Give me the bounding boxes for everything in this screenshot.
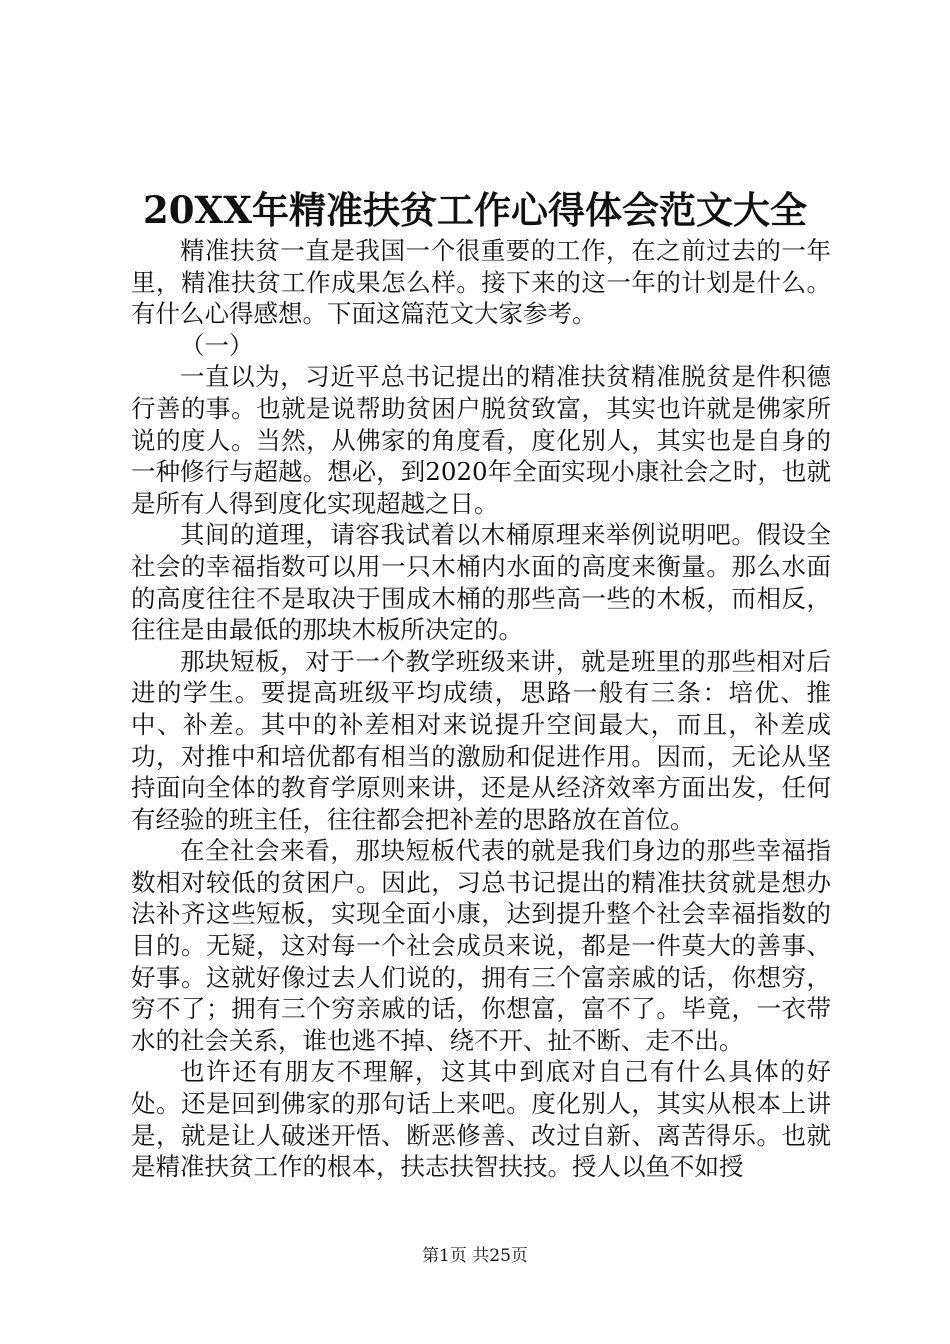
body-paragraph: 其间的道理，请容我试着以木桶原理来举例说明吧。假设全社会的幸福指数可以用一只木桶内水面的高度来衡量。那么水面的高度往往不是取决于围成木桶的那些高一些的木板，而相反，往往是由最低的那块木板所决定的。 xyxy=(131,520,831,645)
body-paragraph: 也许还有朋友不理解，这其中到底对自己有什么具体的好处。还是回到佛家的那句话上来吧。度化别人，其实从根本上讲是，就是让人破迷开悟、断恶修善、改过自新、离苦得乐。也就是精准扶贫工作的根本，扶志扶智扶技。授人以鱼不如授 xyxy=(131,1057,831,1182)
body-paragraph: 那块短板，对于一个教学班级来讲，就是班里的那些相对后进的学生。要提高班级平均成绩，思路一般有三条：培优、推中、补差。其中的补差相对来说提升空间最大，而且，补差成功，对推中和培优都有相当的激励和促进作用。因而，无论从坚持面向全体的教育学原则来讲，还是从经济效率方面出发，任何有经验的班主任，往往都会把补差的思路放在首位。 xyxy=(131,646,831,834)
body-paragraph: 一直以为，习近平总书记提出的精准扶贫精准脱贫是件积德行善的事。也就是说帮助贫困户脱贫致富，其实也许就是佛家所说的度人。当然，从佛家的角度看，度化别人，其实也是自身的一种修行与超越。想必，到2020年全面实现小康社会之时，也就是所有人得到度化实现超越之日。 xyxy=(131,362,831,518)
document-body xyxy=(131,235,831,1183)
intro-paragraph: 精准扶贫一直是我国一个很重要的工作，在之前过去的一年里，精准扶贫工作成果怎么样。接下来的这一年的计划是什么。有什么心得感想。下面这篇范文大家参考。 xyxy=(131,236,831,329)
section-heading: （一） xyxy=(180,330,254,360)
document-title: 20XX年精准扶贫工作心得体会范文大全 xyxy=(143,188,807,232)
body-paragraph: 在全社会来看，那块短板代表的就是我们身边的那些幸福指数相对较低的贫困户。因此，习总书记提出的精准扶贫就是想办法补齐这些短板，实现全面小康，达到提升整个社会幸福指数的目的。无疑，这对每一个社会成员来说，都是一件莫大的善事、好事。这就好像过去人们说的，拥有三个富亲戚的话，你想穷，穷不了；拥有三个穷亲戚的话，你想富，富不了。毕竟，一衣带水的社会关系，谁也逃不掉、绕不开、扯不断、走不出。 xyxy=(131,836,831,1055)
page-number: 第1页 共25页 xyxy=(422,1246,528,1266)
